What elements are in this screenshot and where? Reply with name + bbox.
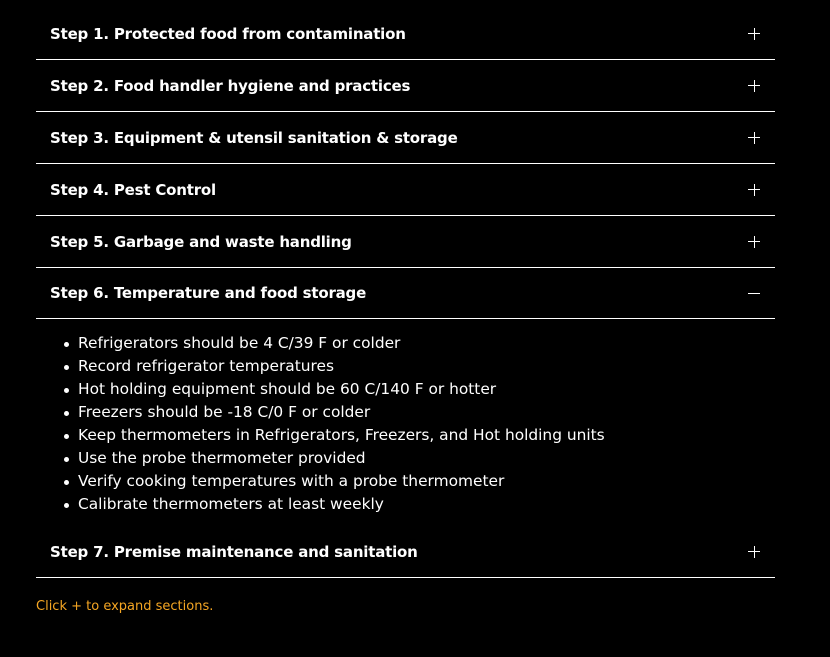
accordion-header-step-1[interactable] [36,8,775,59]
accordion-header-step-6[interactable] [36,268,775,319]
accordion-header-step-2[interactable] [36,60,775,111]
list-item: Keep thermometers in Refrigerators, Freezers, and Hot holding units [78,424,775,447]
accordion [36,8,775,578]
list-item: Freezers should be -18 C/0 F or colder [78,401,775,424]
accordion-header-step-7[interactable] [36,526,775,577]
plus-icon[interactable] [748,28,760,40]
accordion-title: Step 7. Premise maintenance and sanitation [50,542,418,561]
accordion-header-step-5[interactable] [36,216,775,267]
accordion-title: Step 1. Protected food from contamination [50,24,406,43]
accordion-title: Step 5. Garbage and waste handling [50,232,352,251]
plus-icon[interactable] [748,132,760,144]
bullet-list [36,332,775,516]
accordion-panel-step-6 [36,319,775,526]
expand-hint: Click + to expand sections. [36,599,214,614]
accordion-title: Step 2. Food handler hygiene and practices [50,76,411,95]
list-item: Refrigerators should be 4 C/39 F or colder [78,332,775,355]
list-item: Verify cooking temperatures with a probe thermometer [78,470,775,493]
accordion-item-step-2 [36,60,775,112]
accordion-header-step-3[interactable] [36,112,775,163]
list-item: Use the probe thermometer provided [78,447,775,470]
accordion-item-step-3 [36,112,775,164]
list-item: Hot holding equipment should be 60 C/140 F or hotter [78,378,775,401]
accordion-item-step-6 [36,268,775,526]
list-item: Record refrigerator temperatures [78,355,775,378]
list-item: Calibrate thermometers at least weekly [78,493,775,516]
accordion-item-step-7 [36,526,775,578]
plus-icon[interactable] [748,546,760,558]
plus-icon[interactable] [748,236,760,248]
accordion-header-step-4[interactable] [36,164,775,215]
plus-icon[interactable] [748,184,760,196]
minus-icon[interactable] [748,287,760,299]
accordion-item-step-1 [36,8,775,60]
plus-icon[interactable] [748,80,760,92]
accordion-title: Step 3. Equipment & utensil sanitation & storage [50,128,458,147]
accordion-title: Step 6. Temperature and food storage [50,284,367,302]
accordion-item-step-4 [36,164,775,216]
accordion-title: Step 4. Pest Control [50,180,216,199]
accordion-item-step-5 [36,216,775,268]
